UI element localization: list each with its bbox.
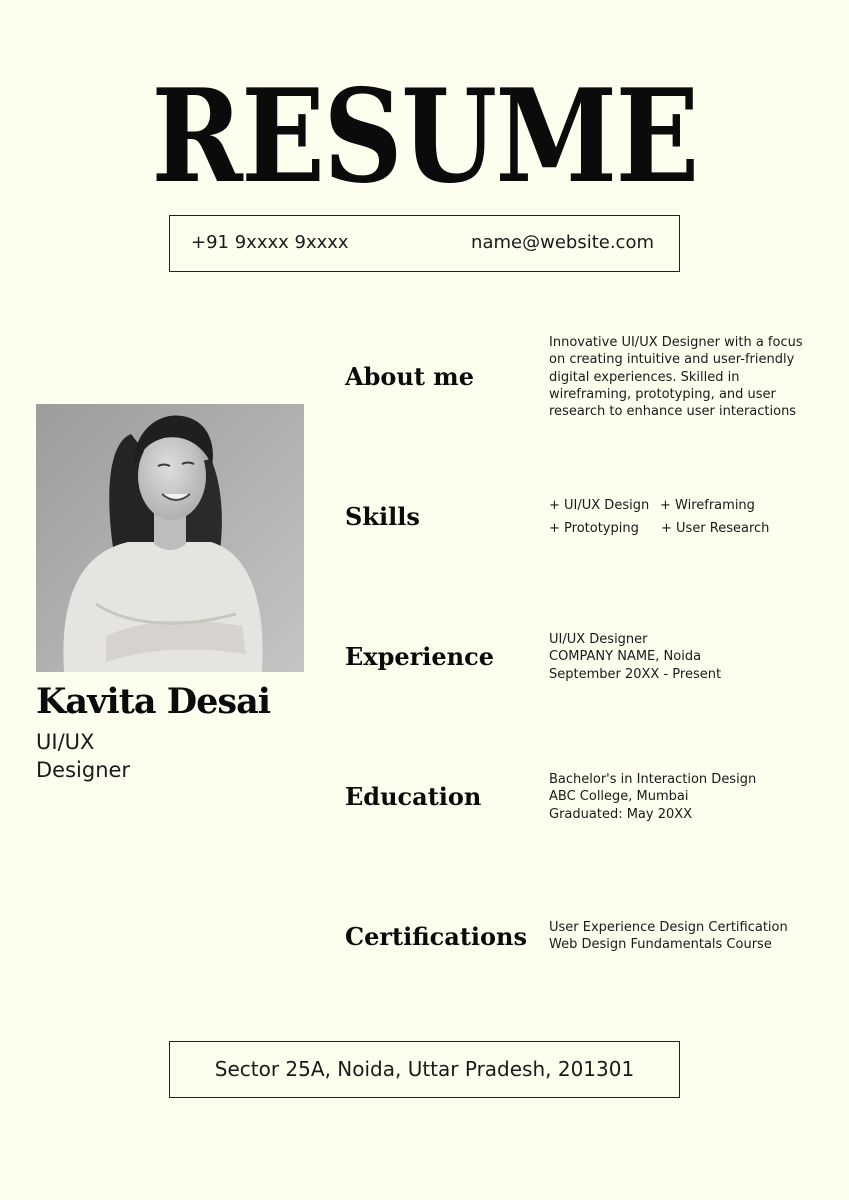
skill-item: + Wireframing bbox=[660, 498, 755, 513]
experience-text bbox=[549, 631, 819, 683]
phone-number: +91 9xxxx 9xxxx bbox=[191, 232, 349, 253]
job-title bbox=[36, 728, 186, 784]
job-title-line: Designer bbox=[36, 758, 131, 782]
profile-photo bbox=[36, 404, 304, 672]
email-address: name@website.com bbox=[471, 232, 654, 253]
address-text: Sector 25A, Noida, Uttar Pradesh, 201301 bbox=[214, 1057, 635, 1081]
about-line: Innovative UI/UX Designer with a focus bbox=[549, 335, 803, 350]
about-line: on creating intuitive and user-friendly bbox=[549, 352, 795, 368]
full-name: Kavita Desai bbox=[36, 681, 271, 722]
experience-heading: Experience bbox=[345, 642, 495, 671]
certification-line: User Experience Design Certification bbox=[549, 920, 788, 935]
education-heading: Education bbox=[345, 782, 482, 811]
resume-title: RESUME bbox=[151, 62, 698, 212]
education-line: ABC College, Mumbai bbox=[549, 789, 689, 805]
experience-line: September 20XX - Present bbox=[549, 666, 722, 682]
skill-item: + Prototyping bbox=[549, 521, 639, 536]
education-text bbox=[549, 771, 819, 823]
contact-box bbox=[169, 215, 680, 272]
education-line: Graduated: May 20XX bbox=[549, 806, 693, 822]
experience-line: COMPANY NAME, Noida bbox=[549, 649, 702, 665]
certification-line: Web Design Fundamentals Course bbox=[549, 937, 772, 953]
skill-item: + User Research bbox=[661, 521, 770, 536]
certifications-heading: Certifications bbox=[345, 922, 528, 951]
address-box bbox=[169, 1041, 680, 1098]
job-title-line: UI/UX bbox=[36, 730, 95, 754]
about-heading: About me bbox=[345, 362, 474, 391]
about-line: research to enhance user interactions bbox=[549, 404, 797, 420]
about-line: digital experiences. Skilled in bbox=[549, 369, 740, 385]
skills-heading: Skills bbox=[345, 502, 420, 531]
experience-line: UI/UX Designer bbox=[549, 632, 648, 647]
about-text bbox=[549, 334, 819, 420]
education-line: Bachelor's in Interaction Design bbox=[549, 772, 757, 787]
certifications-text bbox=[549, 919, 819, 954]
skill-item: + UI/UX Design bbox=[549, 498, 650, 513]
about-line: wireframing, prototyping, and user bbox=[549, 386, 776, 402]
